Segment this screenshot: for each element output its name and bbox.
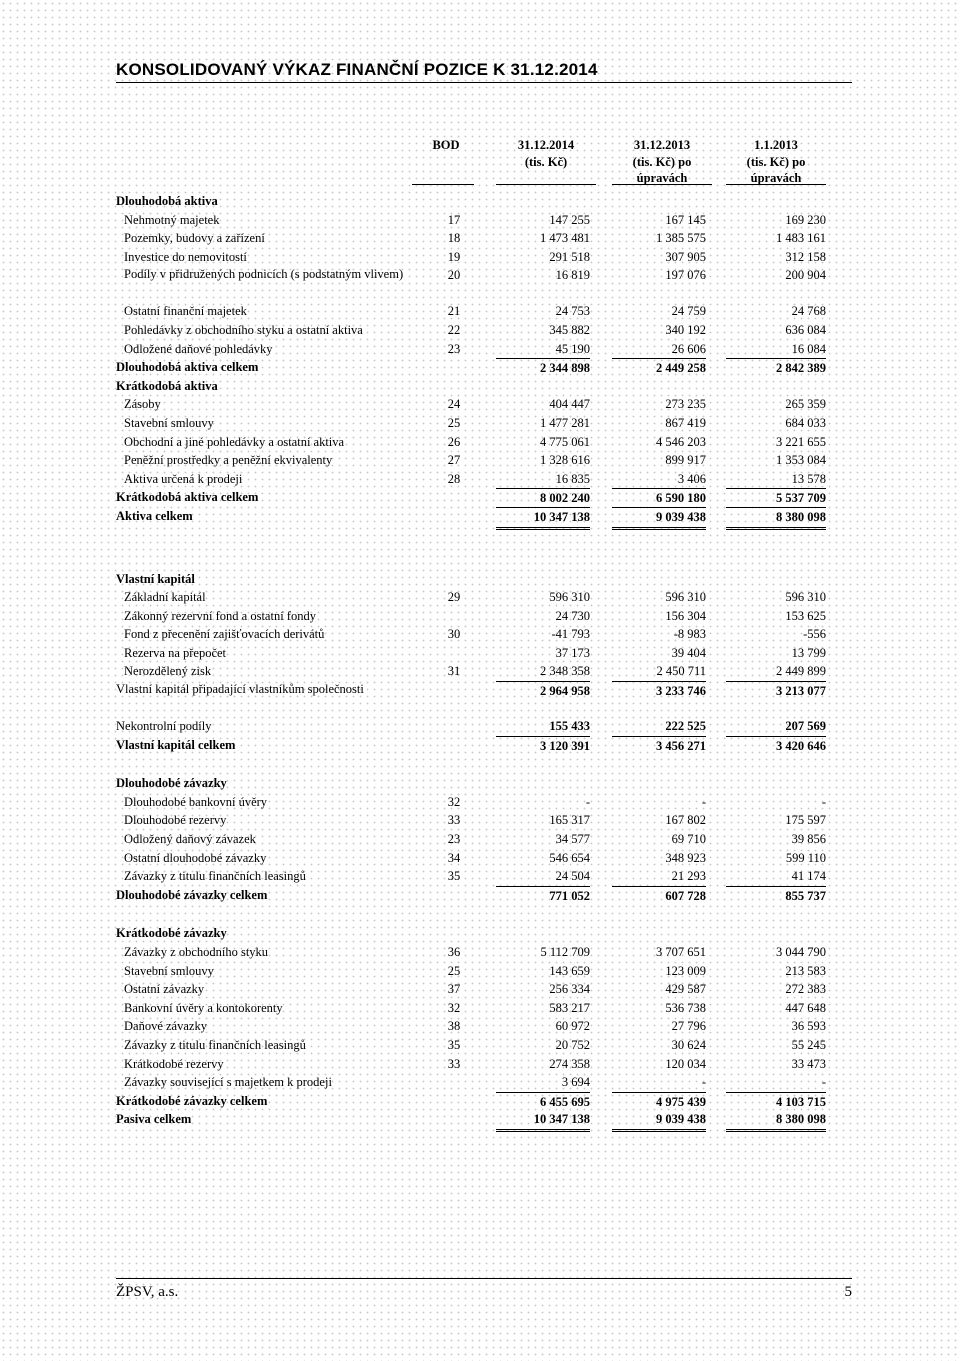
table-row (116, 451, 828, 470)
row-label: Podíly v přidružených podnicích (s podstatným vlivem) (124, 267, 404, 282)
value-2013: 27 796 (671, 1019, 706, 1034)
value-2013-opening: 153 625 (785, 608, 826, 623)
total-row (116, 736, 828, 755)
table-row (116, 395, 828, 414)
value-2013: 867 419 (665, 415, 706, 430)
value-2013-opening: 599 110 (785, 850, 826, 865)
row-label: Základní kapitál (124, 590, 206, 605)
row-label: Ostatní závazky (124, 982, 205, 997)
value-2014: 10 347 138 (496, 1110, 590, 1132)
value-2014: 165 317 (549, 813, 590, 828)
note-ref: 35 (447, 869, 461, 884)
value-2013-opening: 33 473 (791, 1056, 826, 1071)
value-2014: 291 518 (549, 249, 590, 264)
row-label: Krátkodobé rezervy (124, 1056, 224, 1071)
section-heading-row (116, 377, 828, 396)
value-2013: 429 587 (665, 982, 706, 997)
column-header-bod (418, 137, 474, 154)
row-label: Dlouhodobé závazky celkem (116, 887, 268, 902)
row-label: Nerozdělený zisk (124, 664, 212, 679)
row-label: Závazky související s majetkem k prodeji (124, 1075, 332, 1090)
value-2013-opening: 312 158 (785, 249, 826, 264)
value-2013-opening: 5 537 709 (726, 488, 826, 508)
value-2014: 16 835 (555, 471, 590, 486)
total-row (116, 507, 828, 526)
value-2013-opening: 447 648 (785, 1000, 826, 1015)
value-2013: - (701, 794, 706, 809)
value-2013: 307 905 (665, 249, 706, 264)
value-2013: 2 449 258 (612, 358, 706, 378)
value-2013-opening: 3 420 646 (726, 736, 826, 756)
value-2013: 9 039 438 (612, 507, 706, 530)
value-2013: 3 406 (677, 471, 706, 486)
value-2014: -41 793 (551, 627, 590, 642)
value-2013-opening: 55 245 (791, 1037, 826, 1052)
value-2014: 147 255 (549, 212, 590, 227)
header-rule-bod (412, 184, 474, 185)
value-2014: 1 473 481 (540, 231, 590, 246)
row-label: Nehmotný majetek (124, 212, 220, 227)
value-2014: 546 654 (549, 850, 590, 865)
value-2014: 45 190 (555, 341, 590, 356)
note-ref: 32 (447, 794, 461, 809)
col2-unit: (tis. Kč) po (632, 154, 692, 169)
value-2013: 21 293 (671, 869, 706, 884)
row-label: Dlouhodobé bankovní úvěry (124, 794, 268, 809)
table-row (116, 662, 828, 681)
note-ref: 27 (447, 453, 461, 468)
value-2013-opening: 1 483 161 (776, 231, 826, 246)
note-ref: 17 (447, 212, 461, 227)
value-2013: 348 923 (665, 850, 706, 865)
value-2013-opening: 272 383 (785, 982, 826, 997)
value-2013-opening: 855 737 (726, 886, 826, 906)
table-row (116, 588, 828, 607)
table-row (116, 867, 828, 886)
value-2014: 404 447 (549, 397, 590, 412)
row-label: Zákonný rezervní fond a ostatní fondy (124, 608, 316, 623)
value-2013: 123 009 (665, 963, 706, 978)
note-ref: 18 (447, 231, 461, 246)
value-2013: 24 759 (671, 304, 706, 319)
row-label: Rezerva na přepočet (124, 645, 227, 660)
value-2014: 24 730 (555, 608, 590, 623)
value-2013: 607 728 (612, 886, 706, 906)
value-2013: 1 385 575 (656, 231, 706, 246)
value-2013: 167 802 (665, 813, 706, 828)
value-2014: 16 819 (555, 268, 590, 283)
value-2013: 273 235 (665, 397, 706, 412)
row-label: Pasiva celkem (116, 1112, 192, 1127)
value-2013-opening: 169 230 (785, 212, 826, 227)
financial-position-table (116, 192, 828, 1129)
table-row (116, 302, 828, 321)
table-row (116, 414, 828, 433)
value-2013: 3 707 651 (656, 945, 706, 959)
spacer-row (116, 754, 828, 774)
value-2013: 3 233 746 (612, 681, 706, 701)
value-2013: 6 590 180 (612, 488, 706, 508)
note-ref: 20 (447, 268, 461, 283)
section-heading-row (116, 774, 828, 793)
value-2013-opening: 24 768 (791, 304, 826, 319)
value-2014: 3 694 (561, 1075, 590, 1090)
value-2014: 143 659 (549, 963, 590, 978)
value-2013: 4 975 439 (612, 1092, 706, 1112)
value-2013-opening: 684 033 (785, 415, 826, 430)
row-label: Aktiva určená k prodeji (124, 471, 243, 486)
table-row (116, 1055, 828, 1074)
table-row (116, 211, 828, 230)
value-2014: 2 344 898 (496, 358, 590, 378)
row-label: Bankovní úvěry a kontokorenty (124, 1000, 283, 1015)
value-2014: 155 433 (549, 719, 590, 734)
value-2014: 2 964 958 (496, 681, 590, 701)
row-label: Vlastní kapitál celkem (116, 737, 236, 752)
total-row (116, 1110, 828, 1129)
value-2014: 274 358 (549, 1056, 590, 1071)
table-row (116, 266, 828, 302)
value-2014: 6 455 695 (496, 1092, 590, 1112)
value-2013-opening: - (821, 794, 826, 809)
col3-unit: (tis. Kč) po (746, 154, 806, 169)
table-row (116, 1036, 828, 1055)
row-label: Odložený daňový závazek (124, 832, 256, 847)
value-2013-opening: - (821, 1075, 826, 1090)
header-rule-col3 (726, 184, 826, 185)
value-2013: 197 076 (665, 268, 706, 283)
page-number: 5 (844, 1284, 852, 1300)
value-2013-opening: 1 353 084 (776, 453, 826, 468)
value-2013-opening: 36 593 (791, 1019, 826, 1034)
column-header-2014 (496, 137, 596, 170)
value-2013-opening: 2 842 389 (726, 358, 826, 378)
value-2013-opening: 41 174 (791, 869, 826, 884)
note-ref: 25 (447, 415, 461, 430)
value-2013-opening: 3 044 790 (776, 945, 826, 959)
note-ref: 23 (447, 341, 461, 356)
value-2014: 2 348 358 (540, 664, 590, 679)
value-2013: 39 404 (671, 645, 706, 660)
note-ref: 30 (447, 627, 461, 642)
value-2014: - (585, 794, 590, 809)
table-row (116, 607, 828, 626)
row-label: Vlastní kapitál připadající vlastníkům společnosti (116, 682, 364, 697)
value-2014: 20 752 (555, 1037, 590, 1052)
table-row (116, 433, 828, 452)
footer-company: ŽPSV, a.s. (116, 1284, 179, 1300)
footer-rule (116, 1278, 852, 1279)
value-2013-opening: 39 856 (791, 832, 826, 847)
value-2014: 10 347 138 (496, 507, 590, 530)
row-label: Ostatní dlouhodobé závazky (124, 850, 267, 865)
note-ref: 26 (447, 434, 461, 449)
table-row (116, 980, 828, 999)
value-2013: 69 710 (671, 832, 706, 847)
col2-note: úpravách (636, 171, 688, 185)
row-label: Krátkodobá aktiva celkem (116, 490, 259, 505)
note-ref: 21 (447, 304, 461, 319)
note-ref: 23 (447, 832, 461, 847)
row-label: Fond z přecenění zajišťovacích derivátů (124, 627, 325, 642)
bod-header-label: BOD (432, 138, 460, 152)
note-ref: 22 (447, 322, 461, 337)
value-2013: 596 310 (665, 590, 706, 605)
row-label: Dlouhodobá aktiva celkem (116, 360, 259, 375)
note-ref: 33 (447, 1056, 461, 1071)
value-2014: 5 112 709 (540, 945, 590, 959)
row-label: Dlouhodobá aktiva (116, 194, 218, 208)
value-2013: 156 304 (665, 608, 706, 623)
value-2014: 34 577 (555, 832, 590, 847)
value-2014: 345 882 (549, 322, 590, 337)
value-2014: 37 173 (555, 645, 590, 660)
section-heading-row (116, 924, 828, 943)
value-2013-opening: 2 449 899 (776, 664, 826, 679)
value-2013: 167 145 (665, 212, 706, 227)
value-2014: 771 052 (496, 886, 590, 906)
value-2013-opening: 4 103 715 (726, 1092, 826, 1112)
note-ref: 36 (447, 945, 461, 959)
row-label: Dlouhodobé rezervy (124, 813, 227, 828)
total-row (116, 358, 828, 377)
value-2013: 30 624 (671, 1037, 706, 1052)
value-2013-opening: 8 380 098 (726, 1110, 826, 1132)
header-rule-col2 (612, 184, 712, 185)
value-2013-opening: 8 380 098 (726, 507, 826, 530)
value-2013: - (701, 1075, 706, 1090)
table-row (116, 830, 828, 849)
value-2014: 8 002 240 (496, 488, 590, 508)
column-header-2013 (612, 137, 712, 187)
table-row (116, 248, 828, 267)
col3-note: úpravách (750, 171, 802, 185)
table-row (116, 999, 828, 1018)
value-2013: 3 456 271 (612, 736, 706, 756)
row-label: Pozemky, budovy a zařízení (124, 231, 265, 246)
row-label: Závazky z obchodního styku (124, 945, 269, 959)
value-2014: 1 477 281 (540, 415, 590, 430)
value-2013: 899 917 (665, 453, 706, 468)
section-heading-row (116, 192, 828, 211)
value-2014: 24 504 (555, 869, 590, 884)
note-ref: 31 (447, 664, 461, 679)
value-2013-opening: 213 583 (785, 963, 826, 978)
row-label: Vlastní kapitál (116, 571, 195, 586)
col1-unit: (tis. Kč) (524, 154, 568, 169)
value-2013-opening: 175 597 (785, 813, 826, 828)
total-row (116, 488, 828, 507)
value-2013-opening: 3 221 655 (776, 434, 826, 449)
row-label: Aktiva celkem (116, 508, 193, 523)
value-2014: 24 753 (555, 304, 590, 319)
table-row (116, 1017, 828, 1036)
table-row (116, 943, 828, 962)
value-2013-opening: 13 578 (791, 471, 826, 486)
spacer-row (116, 526, 828, 570)
value-2013-opening: 636 084 (785, 322, 826, 337)
note-ref: 29 (447, 590, 461, 605)
section-heading-row (116, 570, 828, 589)
table-row (116, 644, 828, 663)
row-label: Dlouhodobé závazky (116, 776, 227, 791)
row-label: Daňové závazky (124, 1019, 207, 1034)
value-2013: -8 983 (673, 627, 706, 642)
header-rule-col1 (496, 184, 596, 185)
table-row (116, 321, 828, 340)
value-2013: 340 192 (665, 322, 706, 337)
col2-date: 31.12.2013 (633, 138, 691, 152)
value-2013-opening: 13 799 (791, 645, 826, 660)
total-row (116, 886, 828, 905)
column-header-2013-opening (726, 137, 826, 187)
row-label: Krátkodobé závazky (116, 926, 227, 941)
total-row (116, 1092, 828, 1111)
table-row (116, 340, 828, 359)
value-2014: 596 310 (549, 590, 590, 605)
table-row (116, 962, 828, 981)
value-2014: 1 328 616 (540, 453, 590, 468)
value-2014: 3 120 391 (496, 736, 590, 756)
note-ref: 28 (447, 471, 461, 486)
table-row (116, 681, 828, 717)
value-2013-opening: 200 904 (785, 268, 826, 283)
row-label: Peněžní prostředky a peněžní ekvivalenty (124, 453, 333, 468)
note-ref: 34 (447, 850, 461, 865)
row-label: Závazky z titulu finančních leasingů (124, 869, 306, 884)
table-row (116, 1073, 828, 1092)
note-ref: 25 (447, 963, 461, 978)
value-2013-opening: 16 084 (791, 341, 826, 356)
value-2013-opening: 207 569 (785, 719, 826, 734)
row-label: Krátkodobá aktiva (116, 378, 218, 393)
row-label: Nekontrolní podíly (116, 719, 212, 734)
value-2013: 9 039 438 (612, 1110, 706, 1132)
row-label: Obchodní a jiné pohledávky a ostatní aktiva (124, 434, 345, 449)
note-ref: 37 (447, 982, 461, 997)
row-label: Zásoby (124, 397, 161, 412)
row-label: Závazky z titulu finančních leasingů (124, 1037, 306, 1052)
table-row (116, 717, 828, 736)
table-row (116, 229, 828, 248)
value-2013: 222 525 (665, 719, 706, 734)
col3-date: 1.1.2013 (754, 138, 798, 152)
row-label: Krátkodobé závazky celkem (116, 1093, 268, 1108)
value-2014: 4 775 061 (540, 434, 590, 449)
row-label: Pohledávky z obchodního styku a ostatní aktiva (124, 322, 363, 337)
table-row (116, 470, 828, 489)
table-row (116, 849, 828, 868)
report-title: KONSOLIDOVANÝ VÝKAZ FINANČNÍ POZICE K 31.12.2014 (116, 60, 852, 83)
row-label: Investice do nemovitostí (124, 249, 247, 264)
value-2013: 120 034 (665, 1056, 706, 1071)
note-ref: 19 (447, 249, 461, 264)
value-2014: 583 217 (549, 1000, 590, 1015)
spacer-row (116, 904, 828, 924)
col1-date: 31.12.2014 (517, 138, 575, 152)
table-row (116, 811, 828, 830)
value-2013-opening: -556 (803, 627, 826, 642)
value-2014: 256 334 (549, 982, 590, 997)
row-label: Odložené daňové pohledávky (124, 341, 273, 356)
note-ref: 38 (447, 1019, 461, 1034)
value-2014: 60 972 (555, 1019, 590, 1034)
row-label: Stavební smlouvy (124, 963, 214, 978)
note-ref: 32 (447, 1000, 461, 1015)
row-label: Stavební smlouvy (124, 415, 214, 430)
value-2013: 2 450 711 (656, 664, 706, 679)
value-2013-opening: 3 213 077 (726, 681, 826, 701)
value-2013-opening: 265 359 (785, 397, 826, 412)
note-ref: 24 (447, 397, 461, 412)
value-2013: 26 606 (671, 341, 706, 356)
value-2013: 536 738 (665, 1000, 706, 1015)
value-2013-opening: 596 310 (785, 590, 826, 605)
value-2013: 4 546 203 (656, 434, 706, 449)
row-label: Ostatní finanční majetek (124, 304, 247, 319)
table-row (116, 793, 828, 812)
note-ref: 33 (447, 813, 461, 828)
note-ref: 35 (447, 1037, 461, 1052)
table-row (116, 625, 828, 644)
